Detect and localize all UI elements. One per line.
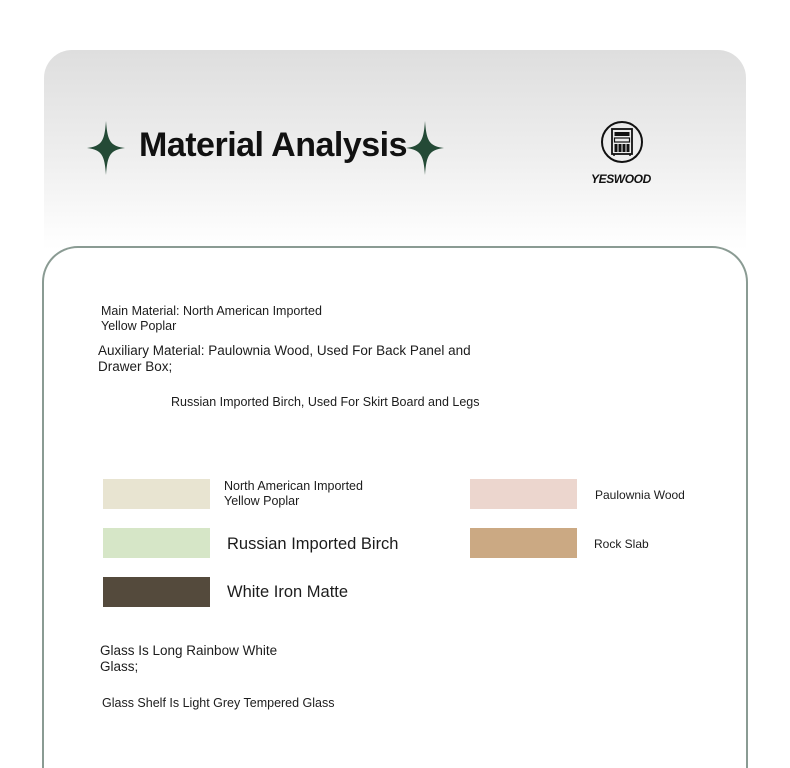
swatch-white-iron-matte	[103, 577, 210, 607]
swatch-label-yellow-poplar: North American Imported Yellow Poplar	[224, 479, 363, 508]
swatch-label-rock-slab: Rock Slab	[594, 537, 649, 551]
sparkle-icon	[87, 121, 125, 175]
swatch-label-russian-birch: Russian Imported Birch	[227, 535, 399, 553]
swatch-paulownia-wood	[470, 479, 577, 509]
brand-logo-text: YESWOOD	[591, 172, 651, 186]
shelf-note-text: Glass Shelf Is Light Grey Tempered Glass	[102, 696, 335, 710]
swatch-russian-birch	[103, 528, 210, 558]
swatch-label-paulownia-wood: Paulownia Wood	[595, 488, 685, 502]
page-title: Material Analysis	[139, 126, 408, 164]
swatch-rock-slab	[470, 528, 577, 558]
swatch-yellow-poplar	[103, 479, 210, 509]
glass-note-text: Glass Is Long Rainbow White Glass;	[100, 643, 278, 675]
main-material-text: Main Material: North American Imported Yellow Poplar	[101, 304, 322, 333]
cabinet-icon	[600, 120, 644, 164]
swatch-label-white-iron-matte: White Iron Matte	[227, 583, 349, 601]
sparkle-icon	[406, 121, 444, 175]
auxiliary-material-text: Auxiliary Material: Paulownia Wood, Used For Back Panel and Drawer Box;	[98, 343, 471, 375]
birch-usage-text: Russian Imported Birch, Used For Skirt Board and Legs	[171, 395, 480, 409]
